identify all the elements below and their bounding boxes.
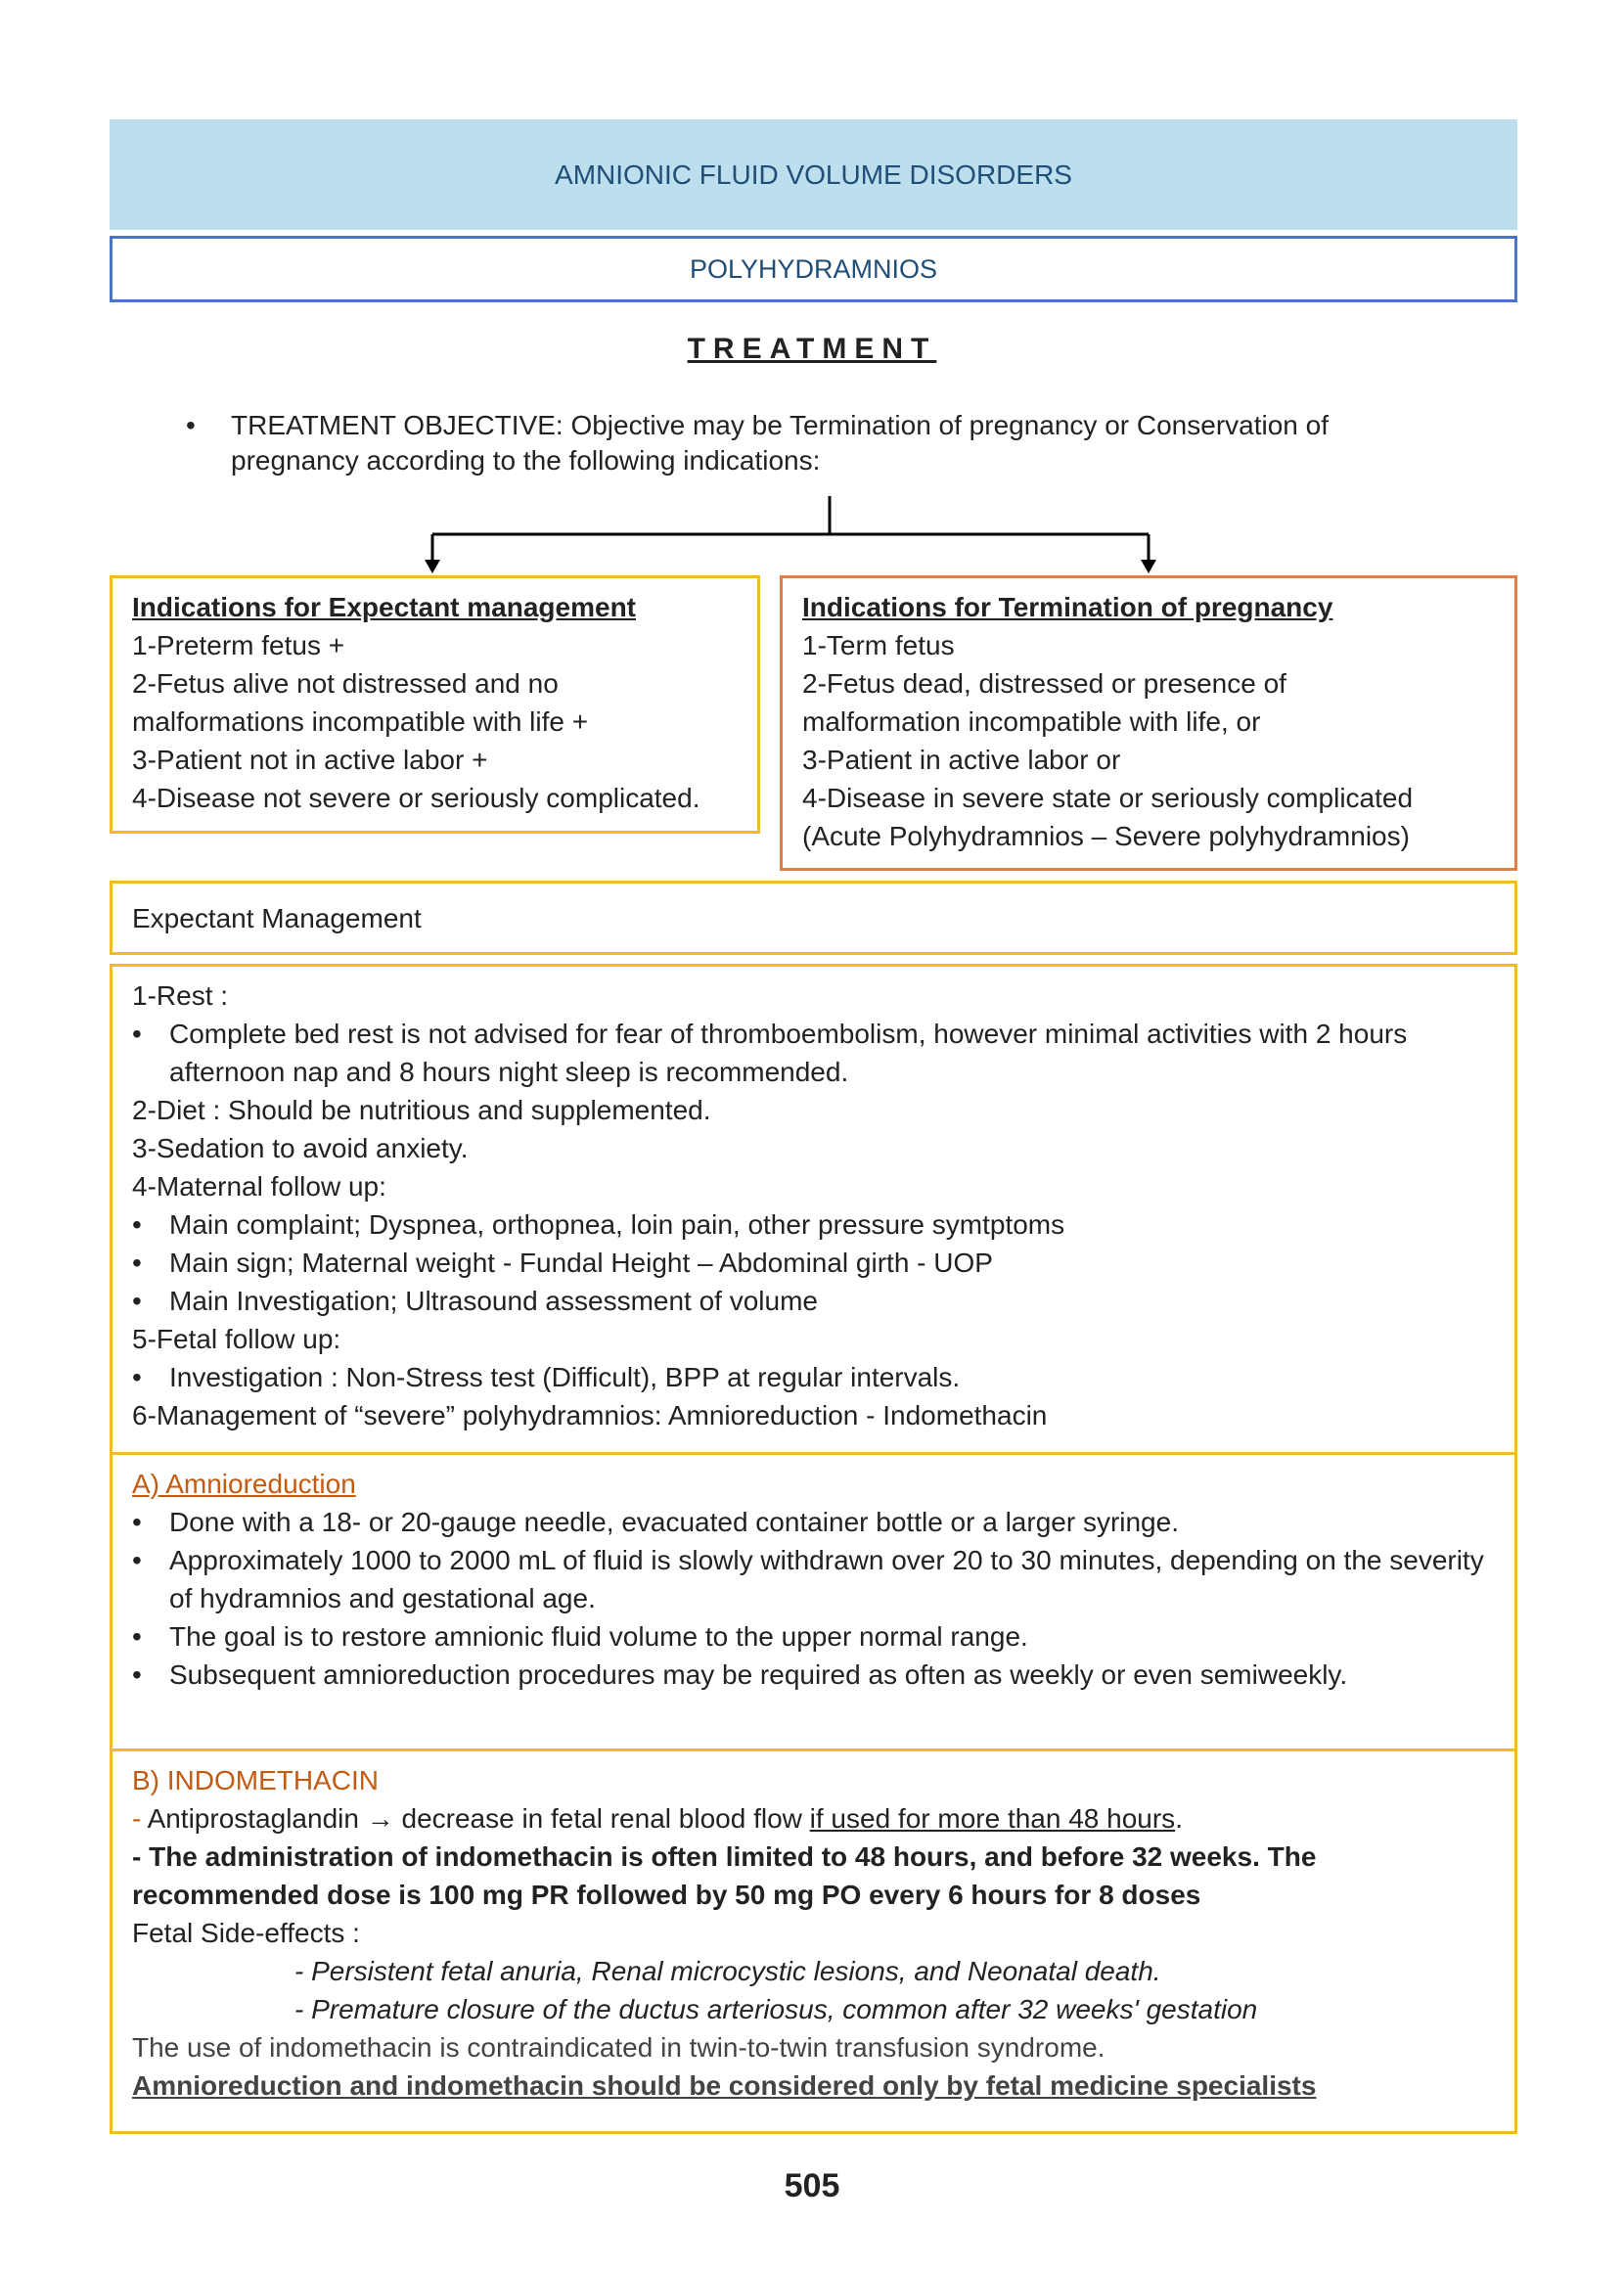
amnioreduction-bullet: • Subsequent amnioreduction procedures may be required as often as weekly or even semiweekly. bbox=[132, 1656, 1495, 1694]
treatment-objective: • TREATMENT OBJECTIVE: Objective may be Termination of pregnancy or Conservation of pregnancy according to the following indications: bbox=[186, 410, 1329, 476]
indication-line: 3-Patient in active labor or bbox=[802, 745, 1121, 775]
page-number: 505 bbox=[784, 2167, 840, 2204]
amnioreduction-bullet: • Approximately 1000 to 2000 mL of fluid is slowly withdrawn over 20 to 30 minutes, depending on the severity of hydramnios and gestational age. bbox=[132, 1541, 1495, 1617]
indication-line: 1-Term fetus bbox=[802, 630, 955, 660]
side-effect-item: - Persistent fetal anuria, Renal microcystic lesions, and Neonatal death. bbox=[294, 1956, 1161, 1986]
maternal-bullet: • Main sign; Maternal weight - Fundal Height – Abdominal girth - UOP bbox=[132, 1244, 1495, 1282]
indomethacin-heading: B) INDOMETHACIN bbox=[132, 1765, 379, 1795]
management-steps-box bbox=[110, 964, 1517, 1455]
termination-indications-heading: Indications for Termination of pregnancy bbox=[802, 592, 1333, 622]
indication-line: 4-Disease in severe state or seriously complicated bbox=[802, 783, 1414, 813]
rest-bullet: • Complete bed rest is not advised for fear of thromboembolism, however minimal activities with 2 hours afternoon nap and 8 hours night sleep is recommended. bbox=[132, 1015, 1495, 1091]
amnioreduction-bullet: • Done with a 18- or 20-gauge needle, evacuated container bottle or a larger syringe. bbox=[132, 1503, 1495, 1541]
sedation-line: 3-Sedation to avoid anxiety. bbox=[132, 1133, 469, 1163]
maternal-bullet: • Main complaint; Dyspnea, orthopnea, loin pain, other pressure symtptoms bbox=[132, 1205, 1495, 1244]
fetal-bullet: • Investigation : Non-Stress test (Difficult), BPP at regular intervals. bbox=[132, 1358, 1495, 1396]
maternal-bullet: • Main Investigation; Ultrasound assessment of volume bbox=[132, 1282, 1495, 1320]
amnioreduction-bullet: • The goal is to restore amnionic fluid volume to the upper normal range. bbox=[132, 1617, 1495, 1656]
treatment-heading: TREATMENT bbox=[687, 333, 937, 365]
termination-indications-box bbox=[780, 575, 1517, 871]
arrow-down-icon bbox=[1141, 560, 1156, 573]
expectant-management-title: Expectant Management bbox=[132, 902, 422, 933]
indication-line: (Acute Polyhydramnios – Severe polyhydramnios) bbox=[802, 821, 1410, 851]
indomethacin-dose-text: - The administration of indomethacin is often limited to 48 hours, and before 32 weeks. The recommended dose is 100 mg PR followed by 50 mg PO every 6 hours for 8 doses bbox=[132, 1841, 1317, 1910]
section-title: POLYHYDRAMNIOS bbox=[689, 253, 938, 284]
side-effect-item: - Premature closure of the ductus arteriosus, common after 32 weeks' gestation bbox=[294, 1994, 1258, 2024]
arrow-down-icon bbox=[425, 560, 440, 573]
indication-line: malformations incompatible with life + bbox=[132, 706, 589, 737]
rest-line: 1-Rest : bbox=[132, 980, 229, 1011]
indication-line: 4-Disease not severe or seriously complicated. bbox=[132, 783, 700, 813]
indication-line: 1-Preterm fetus + bbox=[132, 630, 345, 660]
indication-line: 2-Fetus dead, distressed or presence of bbox=[802, 668, 1286, 699]
flow-connector bbox=[0, 0, 1624, 587]
severe-management-line: 6-Management of “severe” polyhydramnios: Amnioreduction - Indomethacin bbox=[132, 1400, 1048, 1430]
expectant-indications-heading: Indications for Expectant management bbox=[132, 592, 636, 622]
expectant-management-title-box bbox=[110, 881, 1517, 955]
indomethacin-line-1: - Antiprostaglandin → decrease in fetal renal blood flow if used for more than 48 hours. bbox=[132, 1803, 1183, 1834]
indication-line: 3-Patient not in active labor + bbox=[132, 745, 488, 775]
side-effects-label: Fetal Side-effects : bbox=[132, 1918, 360, 1948]
diet-line: 2-Diet : Should be nutritious and supplemented. bbox=[132, 1095, 711, 1125]
amnioreduction-box bbox=[110, 1452, 1517, 1751]
indication-line: 2-Fetus alive not distressed and no bbox=[132, 668, 559, 699]
expectant-indications-box bbox=[110, 575, 760, 834]
indication-line: malformation incompatible with life, or bbox=[802, 706, 1261, 737]
indomethacin-box bbox=[110, 1748, 1517, 2134]
bullet-icon: • bbox=[186, 410, 196, 440]
maternal-follow-up-line: 4-Maternal follow up: bbox=[132, 1171, 386, 1202]
chapter-title: AMNIONIC FLUID VOLUME DISORDERS bbox=[555, 159, 1072, 190]
fetal-follow-up-line: 5-Fetal follow up: bbox=[132, 1324, 341, 1354]
specialists-note: Amnioreduction and indomethacin should be considered only by fetal medicine specialists bbox=[132, 2070, 1317, 2101]
amnioreduction-heading: A) Amnioreduction bbox=[132, 1469, 356, 1499]
contraindication-text: The use of indomethacin is contraindicated in twin-to-twin transfusion syndrome. bbox=[132, 2032, 1105, 2063]
